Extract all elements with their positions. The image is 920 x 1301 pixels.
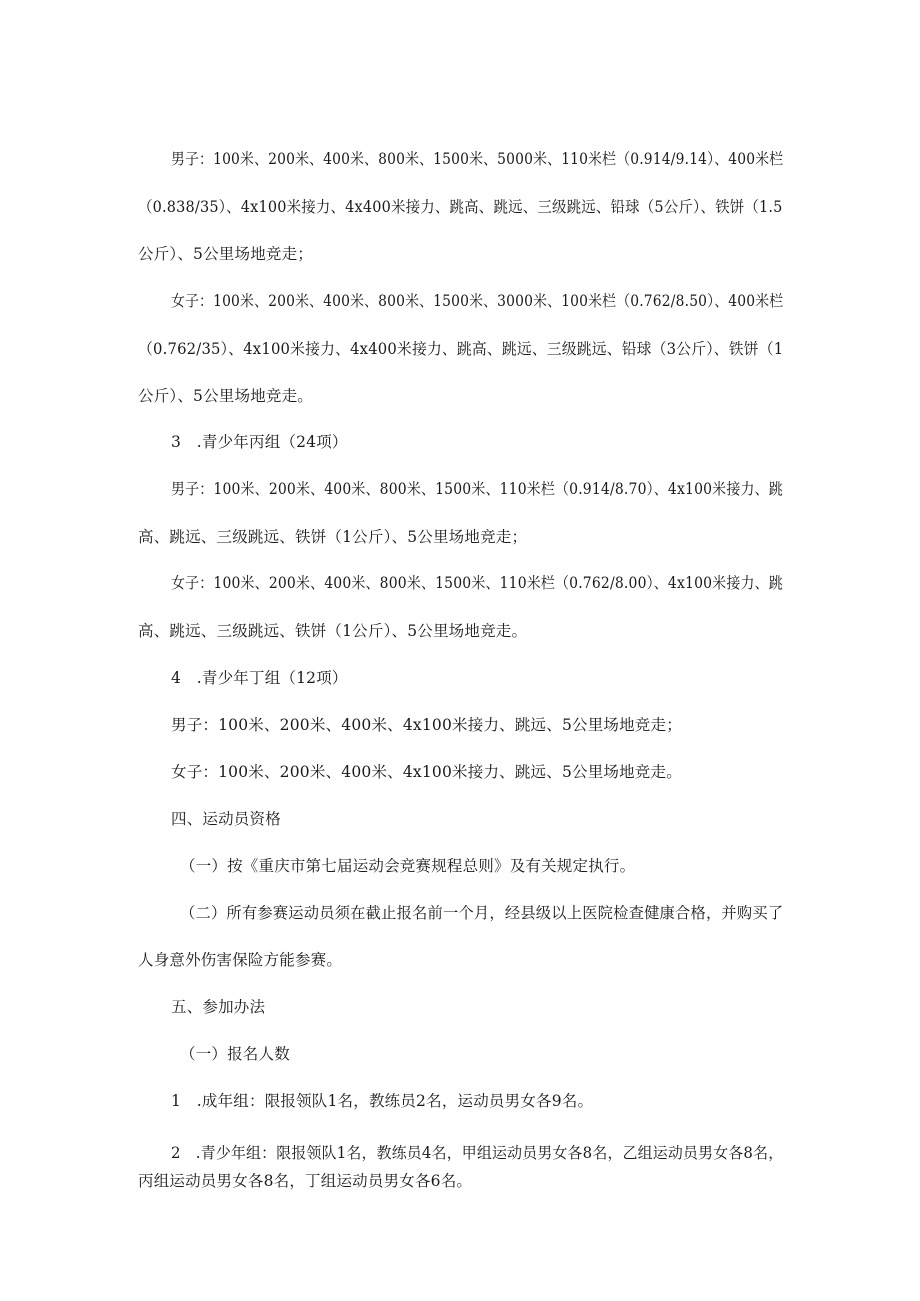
text-line-men-events-2: （0.838/35）、4x100米接力、4x400米接力、跳高、跳远、三级跳远、铅球（5公斤）、铁饼（1.5 <box>138 197 783 216</box>
text-line-eligibility-2a: （二）所有参赛运动员须在截止报名前一个月，经县级以上医院检查健康合格，并购买了 <box>180 903 784 922</box>
subheading-registration-count: （一）报名人数 <box>180 1044 290 1063</box>
text-line-women-events-3: 公斤）、5公里场地竞走。 <box>138 386 314 405</box>
text-line-eligibility-2b: 人身意外伤害保险方能参赛。 <box>138 950 343 969</box>
text-line-youth-group-quota-1: 2 .青少年组：限报领队1名，教练员4名，甲组运动员男女各8名，乙组运动员男女各8名， <box>171 1143 784 1162</box>
section-heading-group-d: 4 .青少年丁组（12项） <box>171 668 348 687</box>
section-heading-participation: 五、参加办法 <box>171 997 266 1016</box>
text-line-eligibility-1: （一）按《重庆市第七届运动会竞赛规程总则》及有关规定执行。 <box>180 856 636 875</box>
text-line-group-c-men-2: 高、跳远、三级跳远、铁饼（1公斤）、5公里场地竞走； <box>138 527 528 546</box>
text-line-women-events-1: 女子：100米、200米、400米、800米、1500米、3000米、100米栏（0.762/8.50）、400米栏 <box>171 291 784 310</box>
section-heading-group-c: 3 .青少年丙组（24项） <box>171 432 348 451</box>
section-heading-athlete-eligibility: 四、运动员资格 <box>171 809 281 828</box>
text-line-group-c-women-1: 女子：100米、200米、400米、800米、1500米、110米栏（0.762/8.00）、4x100米接力、跳 <box>171 573 783 592</box>
text-line-men-events-1: 男子：100米、200米、400米、800米、1500米、5000米、110米栏（0.914/9.14）、400米栏 <box>171 149 784 168</box>
text-line-group-c-women-2: 高、跳远、三级跳远、铁饼（1公斤）、5公里场地竞走。 <box>138 621 528 640</box>
text-line-group-d-women: 女子：100米、200米、400米、4x100米接力、跳远、5公里场地竞走。 <box>171 762 682 781</box>
text-line-youth-group-quota-2: 丙组运动员男女各8名，丁组运动员男女各6名。 <box>138 1171 473 1190</box>
text-line-women-events-2: （0.762/35）、4x100米接力、4x400米接力、跳高、跳远、三级跳远、铅球（3公斤）、铁饼（1 <box>138 339 784 358</box>
text-line-adult-group-quota: 1 .成年组：限报领队1名，教练员2名，运动员男女各9名。 <box>171 1091 594 1110</box>
text-line-group-d-men: 男子：100米、200米、400米、4x100米接力、跳远、5公里场地竞走； <box>171 715 682 734</box>
text-line-men-events-3: 公斤）、5公里场地竞走； <box>138 244 314 263</box>
text-line-group-c-men-1: 男子：100米、200米、400米、800米、1500米、110米栏（0.914/8.70）、4x100米接力、跳 <box>171 479 783 498</box>
